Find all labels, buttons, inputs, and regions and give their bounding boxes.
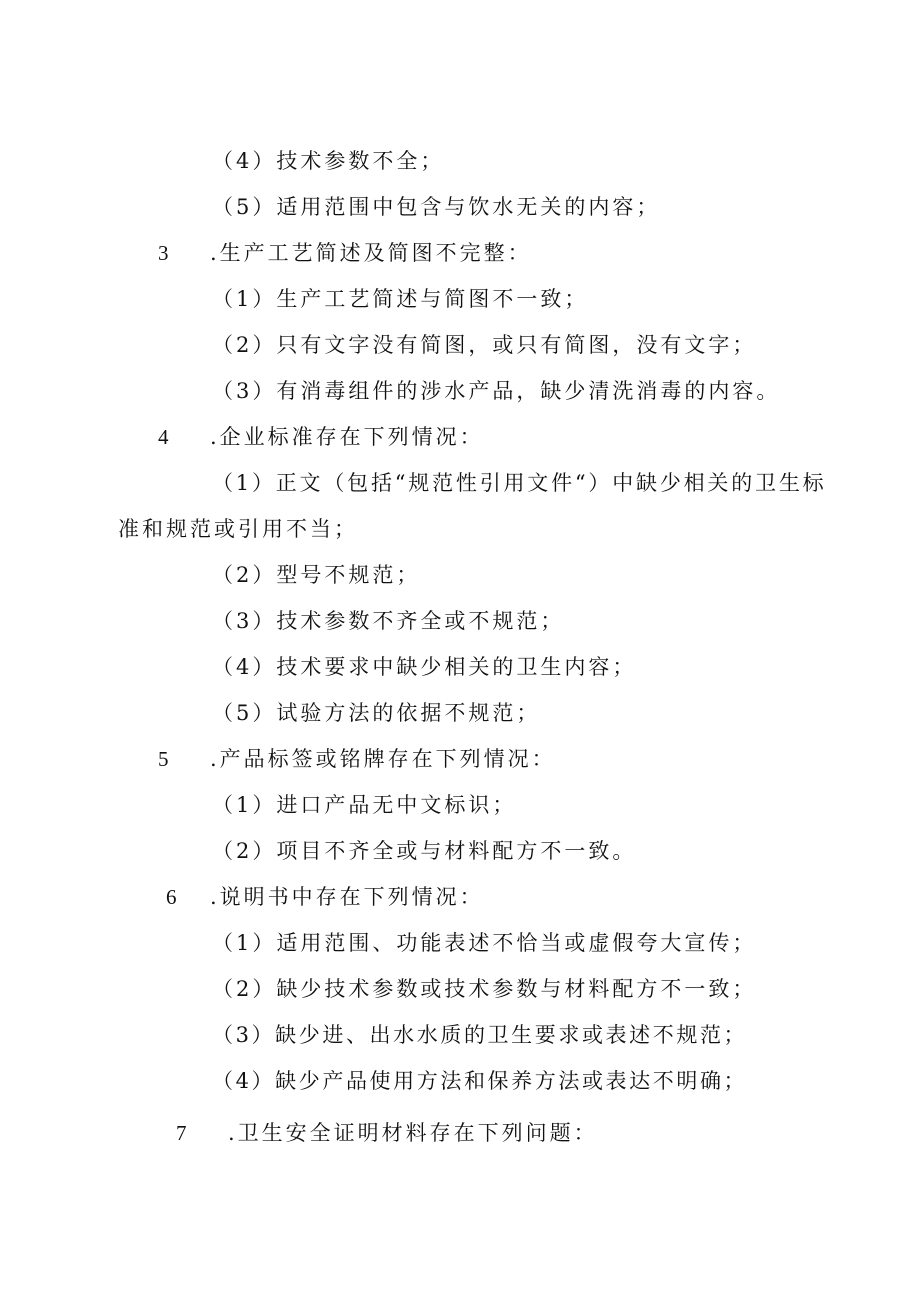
section-number-5: 5: [158, 747, 169, 771]
section-4-item-5: （5）试验方法的依据不规范；: [212, 701, 541, 725]
section-6-item-1: （1）适用范围、功能表述不恰当或虚假夸大宣传；: [212, 931, 757, 955]
section-3-item-3: （3）有消毒组件的涉水产品，缺少清洗消毒的内容。: [212, 379, 781, 403]
section-3-item-1: （1）生产工艺简述与简图不一致；: [212, 287, 589, 311]
section-4-item-2: （2）型号不规范；: [212, 563, 421, 587]
section-6-heading: .说明书中存在下列情况：: [210, 885, 484, 909]
section-5-item-2: （2）项目不齐全或与材料配方不一致。: [212, 839, 637, 863]
item-4-params-incomplete: （4）技术参数不全；: [212, 149, 445, 173]
section-5-heading: .产品标签或铭牌存在下列情况：: [210, 747, 556, 771]
section-4-item-4: （4）技术要求中缺少相关的卫生内容；: [212, 655, 637, 679]
item-5-scope-irrelevant: （5）适用范围中包含与饮水无关的内容；: [212, 195, 661, 219]
section-number-4: 4: [158, 425, 169, 449]
section-number-6: 6: [166, 885, 177, 909]
section-3-heading: .生产工艺简述及简图不完整：: [210, 241, 532, 265]
section-number-7: 7: [176, 1121, 187, 1145]
section-7-heading: .卫生安全证明材料存在下列问题：: [228, 1121, 598, 1145]
section-3-item-2: （2）只有文字没有简图，或只有简图，没有文字；: [212, 333, 757, 357]
section-6-item-3: （3）缺少进、出水水质的卫生要求或表述不规范；: [212, 1023, 748, 1047]
section-4-item-1: （1）正文（包括“规范性引用文件“）中缺少相关的卫生标: [212, 471, 827, 495]
section-6-item-2: （2）缺少技术参数或技术参数与材料配方不一致；: [212, 977, 757, 1001]
section-4-item-3: （3）技术参数不齐全或不规范；: [212, 609, 565, 633]
section-number-3: 3: [158, 241, 169, 265]
section-6-item-4: （4）缺少产品使用方法和保养方法或表达不明确；: [212, 1069, 748, 1093]
section-4-item-1-continued: 准和规范或引用不当；: [118, 517, 358, 541]
section-5-item-1: （1）进口产品无中文标识；: [212, 793, 517, 817]
section-4-heading: .企业标准存在下列情况：: [210, 425, 484, 449]
